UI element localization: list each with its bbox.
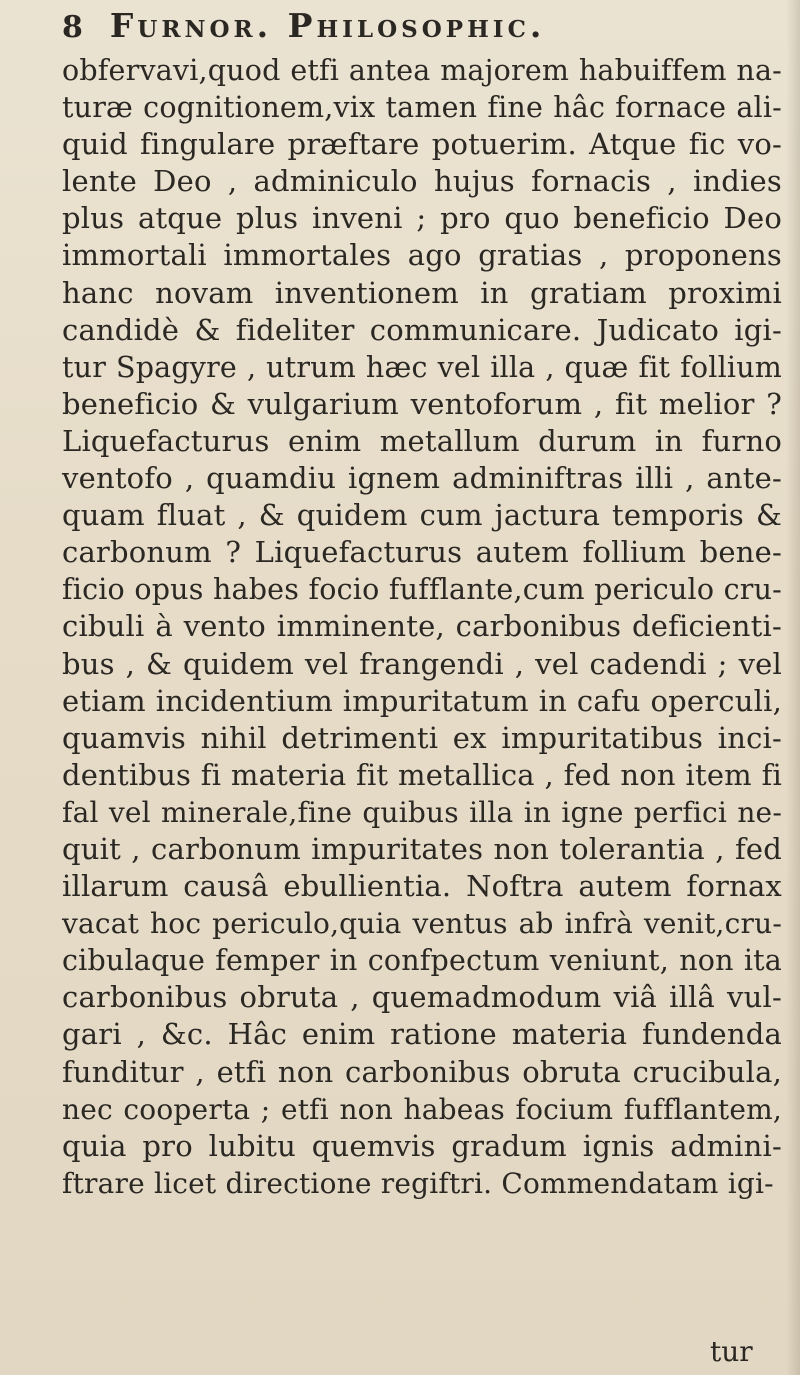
text-line: quamvis nihil detrimenti ex impuritatibus inci-: [62, 720, 782, 755]
text-line: bus , & quidem vel frangendi , vel cadendi ; vel: [62, 646, 782, 681]
text-line: ftrare licet directione regiftri. Commendatam igi-: [62, 1166, 774, 1200]
text-line: carbonibus obruta , quemadmodum viâ illâ vul-: [62, 980, 782, 1015]
running-head: [62, 6, 762, 54]
catchword: tur: [710, 1335, 753, 1368]
text-line: gari , &c. Hâc enim ratione materia fundenda: [62, 1017, 782, 1052]
text-line: cibulaque femper in confpectum veniunt, non ita: [62, 944, 782, 978]
text-line: tur Spagyre , utrum hæc vel illa , quæ fit follium: [62, 350, 782, 384]
text-line: beneficio & vulgarium ventoforum , fit melior ?: [62, 386, 782, 421]
text-line: hanc novam inventionem in gratiam proximi: [62, 275, 782, 310]
text-line: quid fingulare præftare potuerim. Atque fic vo-: [62, 127, 782, 162]
text-line: quit , carbonum impuritates non tolerantia , fed: [62, 831, 782, 866]
page-number: 8: [62, 10, 84, 45]
text-line: Liquefacturus enim metallum durum in furno: [62, 423, 782, 458]
text-line: nec cooperta ; etfi non habeas focium fufflantem,: [62, 1092, 782, 1126]
text-line: candidè & fideliter communicare. Judicato igi-: [62, 312, 782, 347]
text-line: funditur , etfi non carbonibus obruta crucibula,: [62, 1054, 782, 1089]
text-line: ventofo , quamdiu ignem adminiftras illi , ante-: [62, 461, 782, 496]
text-line: etiam incidentium impuritatum in cafu operculi,: [62, 683, 782, 718]
text-line: plus atque plus inveni ; pro quo beneficio Deo: [62, 201, 782, 236]
text-line: quam fluat , & quidem cum jactura temporis &: [62, 498, 782, 533]
text-line: quia pro lubitu quemvis gradum ignis admini-: [62, 1128, 782, 1163]
text-line: immortali immortales ago gratias , proponens: [62, 238, 782, 273]
text-line: fal vel minerale,fine quibus illa in igne perfici ne-: [62, 795, 782, 829]
body-text: [62, 52, 782, 1202]
running-head-title: Furnor. Philosophic.: [109, 6, 546, 45]
text-line: turæ cognitionem,vix tamen fine hâc fornace ali-: [62, 91, 782, 125]
text-line: ficio opus habes focio fufflante,cum periculo cru-: [62, 573, 782, 607]
text-line: illarum causâ ebullientia. Noftra autem fornax: [62, 869, 782, 904]
text-line: vacat hoc periculo,quia ventus ab infrà venit,cru-: [62, 907, 782, 941]
text-line: carbonum ? Liquefacturus autem follium bene-: [62, 535, 782, 570]
text-line: obfervavi,quod etfi antea majorem habuiffem na-: [62, 54, 782, 87]
text-line: lente Deo , adminiculo hujus fornacis , indies: [62, 164, 782, 199]
text-line: cibuli à vento imminente, carbonibus deficienti-: [62, 609, 782, 644]
text-line: dentibus fi materia fit metallica , fed non item fi: [62, 757, 782, 792]
